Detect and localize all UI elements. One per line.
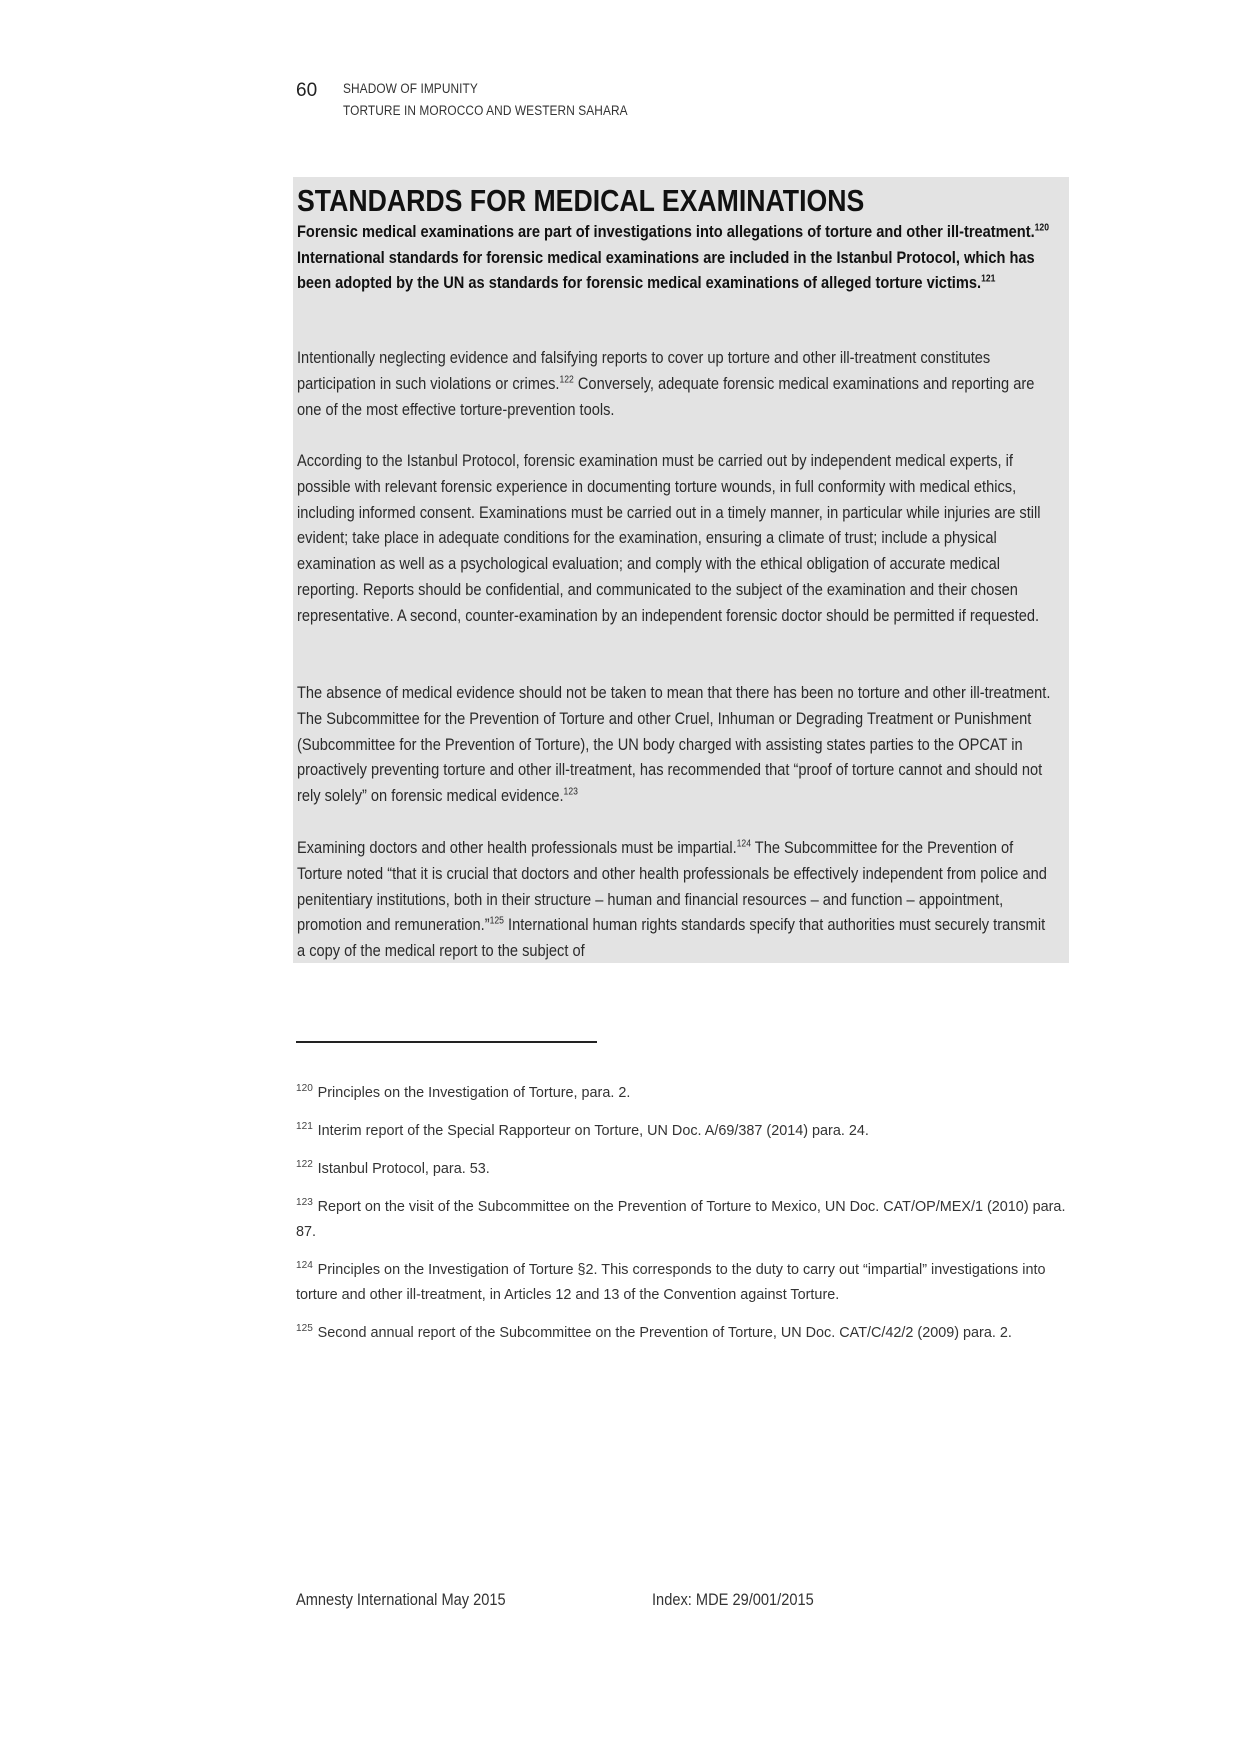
running-header-subtitle: TORTURE IN MOROCCO AND WESTERN SAHARA: [343, 103, 628, 118]
footnote-121: [296, 1118, 1076, 1143]
paragraph-4-text-1: Examining doctors and other health professionals must be impartial.: [297, 838, 737, 857]
footnote-text: Principles on the Investigation of Torture, para. 2.: [317, 1084, 631, 1101]
footnote-number: 122: [296, 1158, 313, 1170]
box-heading: STANDARDS FOR MEDICAL EXAMINATIONS: [297, 183, 865, 218]
paragraph-1-text-1: Intentionally neglecting evidence and falsifying reports to cover up torture and other ill-treatment constitutes participation in such violations or crimes.: [297, 348, 991, 393]
paragraph-1-text-2: Conversely, adequate forensic medical examinations and reporting are one of the most effective torture-prevention tools.: [297, 373, 1035, 419]
box-paragraph-2: According to the Istanbul Protocol, forensic examination must be carried out by independent medical experts, if possible with relevant forensic experience in documenting torture wounds, in full conformity with medical ethics, including informed consent. Examinations must be carried out in a timely manner, in particular while injuries are still evident; take place in adequate conditions for the examination, ensuring a climate of trust; include a physical examination as well as a psychological evaluation; and comply with the ethical obligation of accurate medical reporting. Reports should be confidential, and communicated to the subject of the examination and their chosen representative. A second, counter-examination by an independent forensic doctor should be permitted if requested.: [297, 451, 1041, 625]
footnote-text: Principles on the Investigation of Torture §2. This corresponds to the duty to carry out “impartial” investigations into torture and other ill-treatment, in Articles 12 and 13 of the Convention against Torture.: [296, 1261, 1046, 1303]
footnote-number: 121: [296, 1120, 313, 1132]
page-number: 60: [296, 80, 318, 101]
footnote-number: 123: [296, 1196, 313, 1208]
footnote-text: Second annual report of the Subcommittee on the Prevention of Torture, UN Doc. CAT/C/42/2 (2009) para. 2.: [317, 1324, 1012, 1341]
footnote-ref-122[interactable]: 122: [559, 374, 574, 386]
paragraph-4-text-3: International human rights standards specify that authorities must securely transmit a copy of the medical report to the subject of: [297, 915, 1046, 961]
footnote-number: 124: [296, 1259, 313, 1271]
box-paragraph-3: [297, 680, 1054, 810]
footnote-text: Istanbul Protocol, para. 53.: [317, 1160, 490, 1177]
footnote-ref-125[interactable]: 125: [489, 915, 504, 927]
running-header-title: SHADOW OF IMPUNITY: [343, 81, 478, 96]
box-lead-paragraph: [297, 219, 1054, 323]
footnote-text: Interim report of the Special Rapporteur on Torture, UN Doc. A/69/387 (2014) para. 24.: [317, 1122, 869, 1139]
footnote-text: Report on the visit of the Subcommittee on the Prevention of Torture to Mexico, UN Doc. CAT/OP/MEX/1 (2010) para. 87.: [296, 1198, 1066, 1240]
lead-text-2: International standards for forensic medical examinations are included in the Istanbul Protocol, which has been adopted by the UN as standards for forensic medical examinations of alleged torture victims.: [297, 247, 1035, 292]
footnote-125: [296, 1320, 1076, 1345]
paragraph-3-text: The absence of medical evidence should not be taken to mean that there has been no torture and other ill-treatment. The Subcommittee for the Prevention of Torture and other Cruel, Inhuman or Degrading Treatment or Punishment (Subcommittee for the Prevention of Torture), the UN body charged with assisting states parties to the OPCAT in proactively preventing torture and other ill-treatment, has recommended that “proof of torture cannot and should not rely solely” on forensic medical evidence.: [297, 683, 1051, 806]
footer-publisher: Amnesty International May 2015: [296, 1590, 506, 1609]
running-header: [343, 78, 628, 122]
box-paragraph-4: [297, 835, 1054, 963]
footnote-123: [296, 1194, 1076, 1244]
footnote-number: 125: [296, 1322, 313, 1334]
footer-index: Index: MDE 29/001/2015: [652, 1590, 814, 1609]
footnote-122: [296, 1156, 1076, 1181]
footnote-124: [296, 1257, 1076, 1307]
footnotes-list: [296, 1080, 1076, 1358]
footnote-ref-121[interactable]: 121: [981, 273, 996, 285]
footnote-separator: [296, 1041, 597, 1043]
box-paragraph-1: [297, 345, 1054, 423]
footnote-number: 120: [296, 1082, 313, 1094]
footnote-ref-120[interactable]: 120: [1034, 222, 1050, 234]
paragraph-4-text-2: The Subcommittee for the Prevention of Torture noted “that it is crucial that doctors and other health professionals be effectively independent from police and penitentiary institutions, both in their structure – human and financial resources – and function – appointment, promotion and remuneration.”: [297, 838, 1047, 935]
footnote-ref-123[interactable]: 123: [563, 786, 578, 798]
footnote-ref-124[interactable]: 124: [736, 838, 751, 850]
shaded-text-box: [293, 177, 1069, 963]
lead-text-1: Forensic medical examinations are part of investigations into allegations of torture and other ill-treatment.: [297, 222, 1035, 241]
footnote-120: [296, 1080, 1076, 1105]
